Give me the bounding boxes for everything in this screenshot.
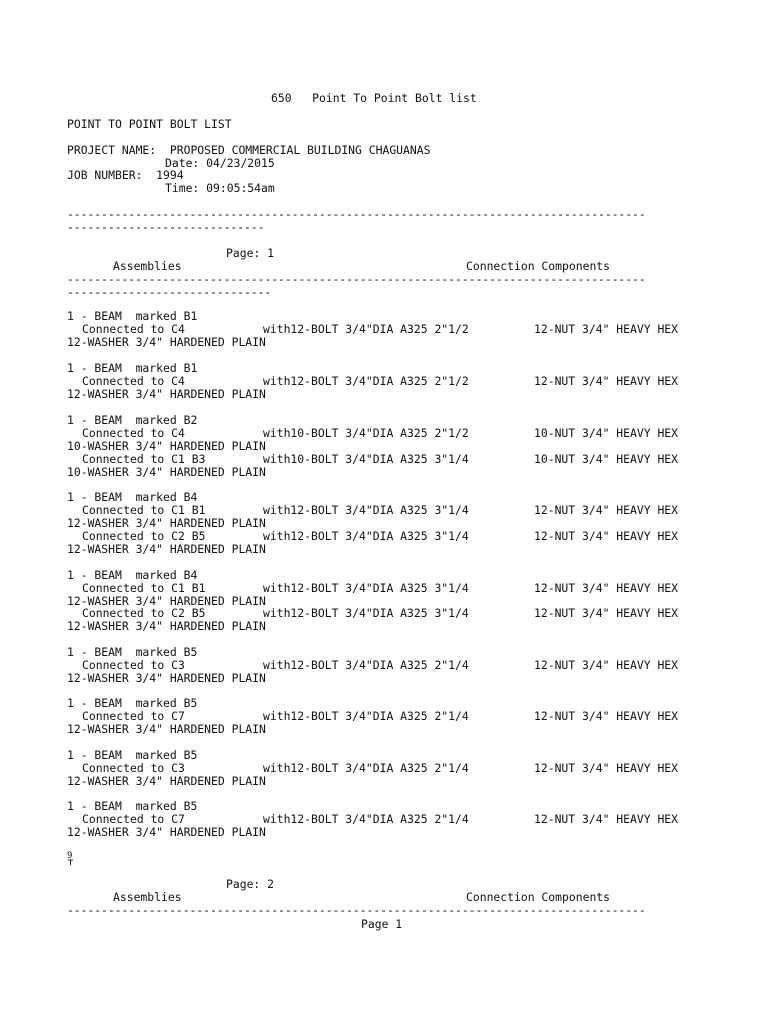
nut-spec: 12-NUT 3/4" HEAVY HEX [534, 761, 679, 775]
washer-spec: 12-WASHER 3/4" HARDENED PLAIN [67, 516, 266, 530]
job-number-row [67, 169, 184, 182]
washer-spec: 12-WASHER 3/4" HARDENED PLAIN [67, 722, 266, 736]
nut-spec: 10-NUT 3/4" HEAVY HEX [534, 452, 679, 466]
connected-to: Connected to C4 [82, 322, 185, 336]
svg-text:9: 9 [67, 851, 73, 861]
time-label: Time: [165, 181, 200, 195]
time-row [165, 182, 275, 195]
date-label: Date: [165, 156, 200, 170]
project-name-row [67, 144, 430, 157]
washer-spec: 12-WASHER 3/4" HARDENED PLAIN [67, 594, 266, 608]
nut-spec: 12-NUT 3/4" HEAVY HEX [534, 322, 679, 336]
nut-spec: 12-NUT 3/4" HEAVY HEX [534, 529, 679, 543]
washer-spec: 12-WASHER 3/4" HARDENED PLAIN [67, 619, 266, 633]
bolt-spec: with12-BOLT 3/4"DIA A325 3"1/4 [263, 606, 469, 620]
beam-line: 1 - BEAM marked B2 [67, 413, 198, 427]
bolt-spec: with12-BOLT 3/4"DIA A325 3"1/4 [263, 503, 469, 517]
connected-to: Connected to C7 [82, 709, 185, 723]
project-value: PROPOSED COMMERCIAL BUILDING CHAGUANAS [169, 143, 431, 157]
connection-components-header: Connection Components [466, 259, 611, 273]
connected-to: Connected to C4 [82, 426, 185, 440]
job-value: 1994 [156, 168, 184, 182]
beam-line: 1 - BEAM marked B4 [67, 490, 198, 504]
separator-line: ----------------------------- [67, 220, 265, 234]
assemblies-header: Assemblies [113, 259, 182, 273]
job-label: JOB NUMBER: [67, 168, 143, 182]
washer-spec: 12-WASHER 3/4" HARDENED PLAIN [67, 774, 266, 788]
beam-line: 1 - BEAM marked B5 [67, 645, 198, 659]
bolt-spec: with12-BOLT 3/4"DIA A325 2"1/4 [263, 658, 469, 672]
date-value: 04/23/2015 [206, 156, 275, 170]
washer-spec: 12-WASHER 3/4" HARDENED PLAIN [67, 825, 266, 839]
bolt-spec: with12-BOLT 3/4"DIA A325 2"1/2 [263, 374, 469, 388]
connected-to: Connected to C1 B3 [82, 452, 206, 466]
page-number-label: Page: 2 [226, 877, 275, 891]
bolt-spec: with12-BOLT 3/4"DIA A325 3"1/4 [263, 529, 469, 543]
beam-line: 1 - BEAM marked B5 [67, 696, 198, 710]
nut-spec: 12-NUT 3/4" HEAVY HEX [534, 374, 679, 388]
washer-spec: 12-WASHER 3/4" HARDENED PLAIN [67, 335, 266, 349]
nut-spec: 12-NUT 3/4" HEAVY HEX [534, 812, 679, 826]
separator-line: ------------------------------------------------------------------------------------- [67, 207, 646, 221]
connected-to: Connected to C1 B1 [82, 581, 206, 595]
connected-to: Connected to C1 B1 [82, 503, 206, 517]
project-label: PROJECT NAME: [67, 143, 157, 157]
washer-spec: 10-WASHER 3/4" HARDENED PLAIN [67, 439, 266, 453]
nut-spec: 12-NUT 3/4" HEAVY HEX [534, 709, 679, 723]
page-break-glyph [66, 850, 76, 866]
beam-line: 1 - BEAM marked B1 [67, 361, 198, 375]
washer-spec: 12-WASHER 3/4" HARDENED PLAIN [67, 671, 266, 685]
time-value: 09:05:54am [206, 181, 275, 195]
connection-components-header: Connection Components [466, 890, 611, 904]
bolt-spec: with12-BOLT 3/4"DIA A325 2"1/4 [263, 761, 469, 775]
beam-line: 1 - BEAM marked B4 [67, 568, 198, 582]
bolt-spec: with10-BOLT 3/4"DIA A325 3"1/4 [263, 452, 469, 466]
connected-to: Connected to C3 [82, 761, 185, 775]
beam-line: 1 - BEAM marked B5 [67, 748, 198, 762]
separator-line: ------------------------------------------------------------------------------------- [67, 903, 646, 917]
connected-to: Connected to C2 B5 [82, 606, 206, 620]
beam-line: 1 - BEAM marked B1 [67, 309, 198, 323]
connected-to: Connected to C4 [82, 374, 185, 388]
connected-to: Connected to C7 [82, 812, 185, 826]
washer-spec: 10-WASHER 3/4" HARDENED PLAIN [67, 465, 266, 479]
nut-spec: 12-NUT 3/4" HEAVY HEX [534, 606, 679, 620]
nut-spec: 12-NUT 3/4" HEAVY HEX [534, 658, 679, 672]
washer-spec: 12-WASHER 3/4" HARDENED PLAIN [67, 542, 266, 556]
separator-line: ------------------------------ [67, 285, 272, 299]
nut-spec: 12-NUT 3/4" HEAVY HEX [534, 581, 679, 595]
page-number-label: Page: 1 [226, 246, 275, 260]
nut-spec: 12-NUT 3/4" HEAVY HEX [534, 503, 679, 517]
beam-line: 1 - BEAM marked B5 [67, 799, 198, 813]
page-footer: Page 1 [361, 917, 403, 931]
bolt-spec: with12-BOLT 3/4"DIA A325 2"1/2 [263, 322, 469, 336]
list-title: POINT TO POINT BOLT LIST [67, 117, 232, 131]
separator-line: ------------------------------------------------------------------------------------- [67, 272, 646, 286]
washer-spec: 12-WASHER 3/4" HARDENED PLAIN [67, 387, 266, 401]
bolt-spec: with12-BOLT 3/4"DIA A325 2"1/4 [263, 709, 469, 723]
connected-to: Connected to C3 [82, 658, 185, 672]
report-title: 650 Point To Point Bolt list [271, 91, 477, 105]
bolt-spec: with12-BOLT 3/4"DIA A325 3"1/4 [263, 581, 469, 595]
bolt-spec: with10-BOLT 3/4"DIA A325 2"1/2 [263, 426, 469, 440]
connected-to: Connected to C2 B5 [82, 529, 206, 543]
assemblies-header: Assemblies [113, 890, 182, 904]
bolt-spec: with12-BOLT 3/4"DIA A325 2"1/4 [263, 812, 469, 826]
nut-spec: 10-NUT 3/4" HEAVY HEX [534, 426, 679, 440]
